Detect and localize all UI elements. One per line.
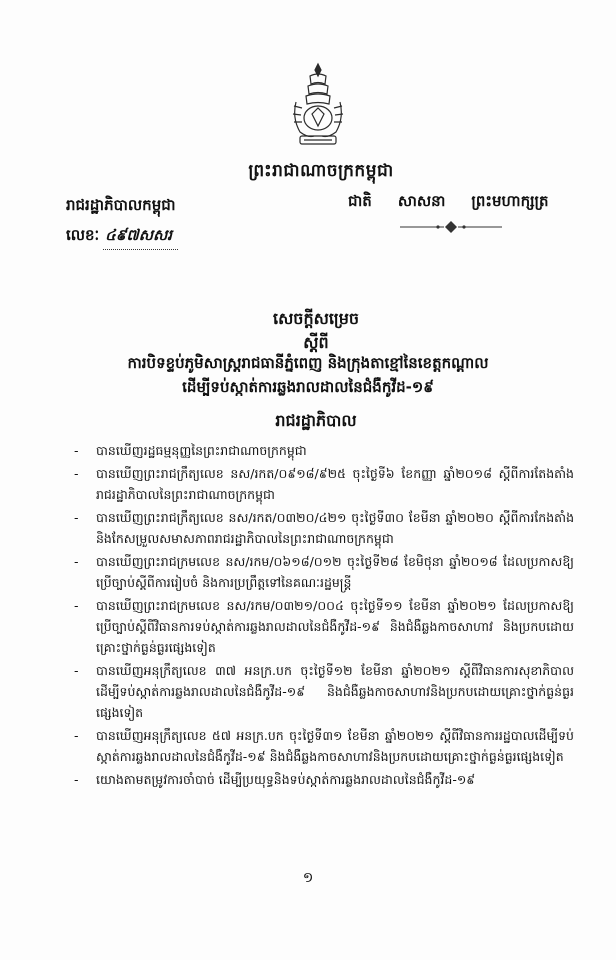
clause-text: បានឃើញព្រះរាជក្រមលេខ នស/រកម/០៣២១/០០៤ ចុះថ្ងៃទី១១ ខែមីនា ឆ្នាំ២០២១ ដែលប្រកាសឱ្យប្រើច្បាប់ស្តីពីវិធានការទប់ស្កាត់ការឆ្លងរាលដាលនៃជំងឺកូវីដ-១៩ និងជំងឺឆ្លងកាចសាហាវ និងប្រកបដោយគ្រោះថ្នាក់ធ្ងន់ធ្ងរផ្សេងទៀត bbox=[96, 598, 574, 655]
clause-text: យោងតាមតម្រូវការចាំបាច់ ដើម្បីប្រយុទ្ធនិងទប់ស្កាត់ការឆ្លងរាលដាលនៃជំងឺកូវីដ-១៩ bbox=[96, 772, 476, 787]
clause-item: - បានឃើញរដ្ឋធម្មនុញ្ញនៃព្រះរាជាណាចក្រកម្ពុជា bbox=[74, 443, 307, 458]
title-on: ស្តីពី bbox=[303, 333, 329, 352]
number-value: ៤៩៧សសរ bbox=[103, 226, 178, 250]
royal-emblem-icon bbox=[288, 62, 348, 150]
page-number: ១ bbox=[302, 870, 314, 886]
government-name: រាជរដ្ឋាភិបាលកម្ពុជា bbox=[66, 196, 176, 214]
clause-item: - បានឃើញអនុក្រឹត្យលេខ ៥៧ អនក្រ.បក ចុះថ្ងៃទី៣១ ខែមីនា ឆ្នាំ២០២១ ស្តីពីវិធានការរដ្ឋបាលដើម្បីទប់ស្កាត់ការឆ្លងរាលដាលនៃជំងឺកូវីដ-១៩ និងជំងឺឆ្លងកាចសាហាវនិងប្រកបដោយគ្រោះថ្នាក់ធ្ងន់ធ្ងរផ្សេងទៀត bbox=[74, 728, 574, 764]
clause-text: បានឃើញអនុក្រឹត្យលេខ ៥៧ អនក្រ.បក ចុះថ្ងៃទី៣១ ខែមីនា ឆ្នាំ២០២១ ស្តីពីវិធានការរដ្ឋបាលដើម្បីទប់ស្កាត់ការឆ្លងរាលដាលនៃជំងឺកូវីដ-១៩ និងជំងឺឆ្លងកាចសាហាវនិងប្រកបដោយគ្រោះថ្នាក់ធ្ងន់ធ្ងរផ្សេងទៀត bbox=[96, 728, 574, 764]
clause-text: បានឃើញព្រះរាជក្រមលេខ នស/រកម/០៦១៨/០១២ ចុះថ្ងៃទី២៨ ខែមិថុនា ឆ្នាំ២០១៨ ដែលប្រកាសឱ្យប្រើច្បាប់ស្តីពីការរៀបចំ និងការប្រព្រឹត្តទៅនៃគណៈរដ្ឋមន្ត្រី bbox=[96, 554, 574, 590]
clause-item: - បានឃើញព្រះរាជក្រមលេខ នស/រកម/០៦១៨/០១២ ចុះថ្ងៃទី២៨ ខែមិថុនា ឆ្នាំ២០១៨ ដែលប្រកាសឱ្យប្រើច្បាប់ស្តីពីការរៀបចំ និងការប្រព្រឹត្តទៅនៃគណៈរដ្ឋមន្ត្រី bbox=[74, 554, 574, 590]
clause-item: - បានឃើញព្រះរាជក្រមលេខ នស/រកម/០៣២១/០០៤ ចុះថ្ងៃទី១១ ខែមីនា ឆ្នាំ២០២១ ដែលប្រកាសឱ្យប្រើច្បាប់ស្តីពីវិធានការទប់ស្កាត់ការឆ្លងរាលដាលនៃជំងឺកូវីដ-១៩ និងជំងឺឆ្លងកាចសាហាវ និងប្រកបដោយគ្រោះថ្នាក់ធ្ងន់ធ្ងរផ្សេងទៀត bbox=[74, 598, 574, 655]
clause-text: បានឃើញអនុក្រឹត្យលេខ ៣៧ អនក្រ.បក ចុះថ្ងៃទី១២ ខែមីនា ឆ្នាំ២០២១ ស្តីពីវិធានការសុខាភិបាលដើម្បីទប់ស្កាត់ការឆ្លងរាលដាលនៃជំងឺកូវីដ-១៩ និងជំងឺឆ្លងកាចសាហាវនិងប្រកបដោយគ្រោះថ្នាក់ធ្ងន់ធ្ងរផ្សេងទៀត bbox=[96, 663, 574, 720]
clause-item: - បានឃើញព្រះរាជក្រឹត្យលេខ នស/រកត/០៩១៨/៩២៥ ចុះថ្ងៃទី៦ ខែកញ្ញា ឆ្នាំ២០១៨ ស្តីពីការតែងតាំងរាជរដ្ឋាភិបាលនៃព្រះរាជាណាចក្រកម្ពុជា bbox=[74, 466, 574, 502]
decision-title: សេចក្តីសម្រេច bbox=[272, 309, 359, 328]
kingdom-heading: ព្រះរាជាណាចក្រកម្ពុជា bbox=[248, 161, 394, 181]
clause-text: បានឃើញព្រះរាជក្រឹត្យលេខ នស/រកត/០៣២០/៤២១ ចុះថ្ងៃទី៣០ ខែមីនា ឆ្នាំ២០២០ ស្តីពីការកែងតាំង និងកែសម្រួលសមាសភាពរាជរដ្ឋាភិបាលនៃព្រះរាជាណាចក្រកម្ពុជា bbox=[96, 510, 574, 546]
clause-text: បានឃើញព្រះរាជក្រឹត្យលេខ នស/រកត/០៩១៨/៩២៥ ចុះថ្ងៃទី៦ ខែកញ្ញា ឆ្នាំ២០១៨ ស្តីពីការតែងតាំងរាជរដ្ឋាភិបាលនៃព្រះរាជាណាចក្រកម្ពុជា bbox=[96, 466, 574, 502]
issuer-heading: រាជរដ្ឋាភិបាល bbox=[275, 411, 357, 430]
title-subject: ការបិទខ្ទប់ភូមិសាស្ត្ររាជធានីភ្នំពេញ និងក្រុងតាខ្មៅនៃខេត្តកណ្តាល bbox=[127, 354, 489, 372]
motto-nation: ជាតិ bbox=[348, 192, 372, 210]
clause-item: - បានឃើញអនុក្រឹត្យលេខ ៣៧ អនក្រ.បក ចុះថ្ងៃទី១២ ខែមីនា ឆ្នាំ២០២១ ស្តីពីវិធានការសុខាភិបាលដើម្បីទប់ស្កាត់ការឆ្លងរាលដាលនៃជំងឺកូវីដ-១៩ និងជំងឺឆ្លងកាចសាហាវនិងប្រកបដោយគ្រោះថ្នាក់ធ្ងន់ធ្ងរផ្សេងទៀត bbox=[74, 663, 574, 720]
preamble-clauses bbox=[74, 440, 574, 792]
motto-king: ព្រះមហាក្សត្រ bbox=[471, 192, 549, 210]
clause-item: - យោងតាមតម្រូវការចាំបាច់ ដើម្បីប្រយុទ្ធនិងទប់ស្កាត់ការឆ្លងរាលដាលនៃជំងឺកូវីដ-១៩ bbox=[74, 772, 476, 787]
number-label: លេខៈ bbox=[66, 226, 100, 244]
ornament-divider-icon bbox=[396, 220, 506, 234]
motto-religion: សាសនា bbox=[397, 192, 446, 210]
national-motto bbox=[348, 192, 575, 214]
title-purpose: ដើម្បីទប់ស្កាត់ការឆ្លងរាលដាលនៃជំងឺកូវីដ-១៩ bbox=[182, 378, 434, 396]
clause-item: - បានឃើញព្រះរាជក្រឹត្យលេខ នស/រកត/០៣២០/៤២១ ចុះថ្ងៃទី៣០ ខែមីនា ឆ្នាំ២០២០ ស្តីពីការកែងតាំង និងកែសម្រួលសមាសភាពរាជរដ្ឋាភិបាលនៃព្រះរាជាណាចក្រកម្ពុជា bbox=[74, 510, 574, 546]
clause-text: បានឃើញរដ្ឋធម្មនុញ្ញនៃព្រះរាជាណាចក្រកម្ពុជា bbox=[96, 443, 307, 458]
document-number bbox=[66, 226, 178, 250]
